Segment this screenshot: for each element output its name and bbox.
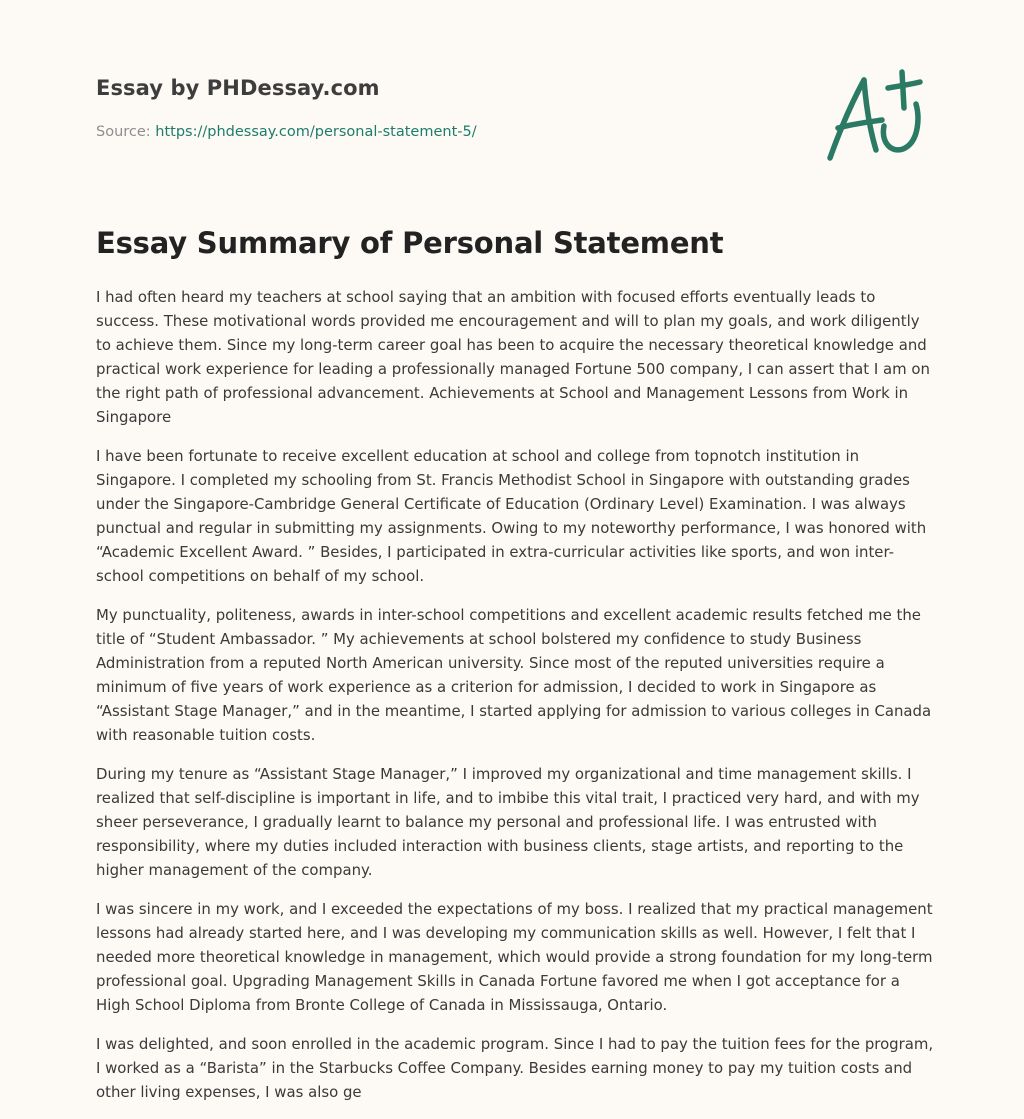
source-label: Source: (96, 124, 151, 140)
essay-paragraph: I was delighted, and soon enrolled in the academic program. Since I had to pay the tuition fees for the program, I worked as a “Barista” in the Starbucks Coffee Company. Besides earning money to pay my tuition costs and other living expenses, I was also ge (96, 1035, 934, 1101)
essay-paragraph: During my tenure as “Assistant Stage Manager,” I improved my organizational and time management skills. I realized that self-discipline is important in life, and to imbibe this vital trait, I practiced very hard, and with my sheer perseverance, I gradually learnt to balance my personal and professional life. I was entrusted with responsibility, where my duties included interaction with business clients, stage artists, and reporting to the higher management of the company. (96, 765, 920, 879)
essay-paragraph: I have been fortunate to receive excellent education at school and college from topnotch institution in Singapore. I completed my schooling from St. Francis Methodist School in Singapore with outstanding grades under the Singapore-Cambridge General Certificate of Education (Ordinary Level) Examination. I was always punctual and regular in submitting my assignments. Owing to my noteworthy performance, I was honored with “Academic Excellent Award. ” Besides, I participated in extra-curricular activities like sports, and won inter-school competitions on behalf of my school. (96, 447, 927, 585)
source-line (96, 124, 477, 140)
essay-paragraph: I had often heard my teachers at school saying that an ambition with focused efforts eventually leads to success. These motivational words provided me encouragement and will to plan my goals, and work diligently to achieve them. Since my long-term career goal has been to acquire the necessary theoretical knowledge and practical work experience for leading a professionally managed Fortune 500 company, I can assert that I am on the right path of professional advancement. Achievements at School and Management Lessons from Work in Singapore (96, 288, 930, 426)
a-plus-grade-icon (820, 66, 930, 166)
essay-paragraph: I was sincere in my work, and I exceeded the expectations of my boss. I realized that my practical management lessons had already started here, and I was developing my communication skills as well. However, I felt that I needed more theoretical knowledge in management, which would provide a strong foundation for my long-term professional goal. Upgrading Management Skills in Canada Fortune favored me when I got acceptance for a High School Diploma from Bronte College of Canada in Mississauga, Ontario. (96, 900, 933, 1014)
source-link[interactable]: https://phdessay.com/personal-statement-5/ (155, 124, 477, 140)
essay-paragraph: My punctuality, politeness, awards in inter-school competitions and excellent academic results fetched me the title of “Student Ambassador. ” My achievements at school bolstered my confidence to study Business Administration from a reputed North American university. Since most of the reputed universities require a minimum of five years of work experience as a criterion for admission, I decided to work in Singapore as “Assistant Stage Manager,” and in the meantime, I started applying for admission to various colleges in Canada with reasonable tuition costs. (96, 606, 932, 744)
essay-body (96, 285, 934, 1119)
site-brand: Essay by PHDessay.com (96, 76, 380, 100)
essay-title: Essay Summary of Personal Statement (96, 226, 724, 260)
